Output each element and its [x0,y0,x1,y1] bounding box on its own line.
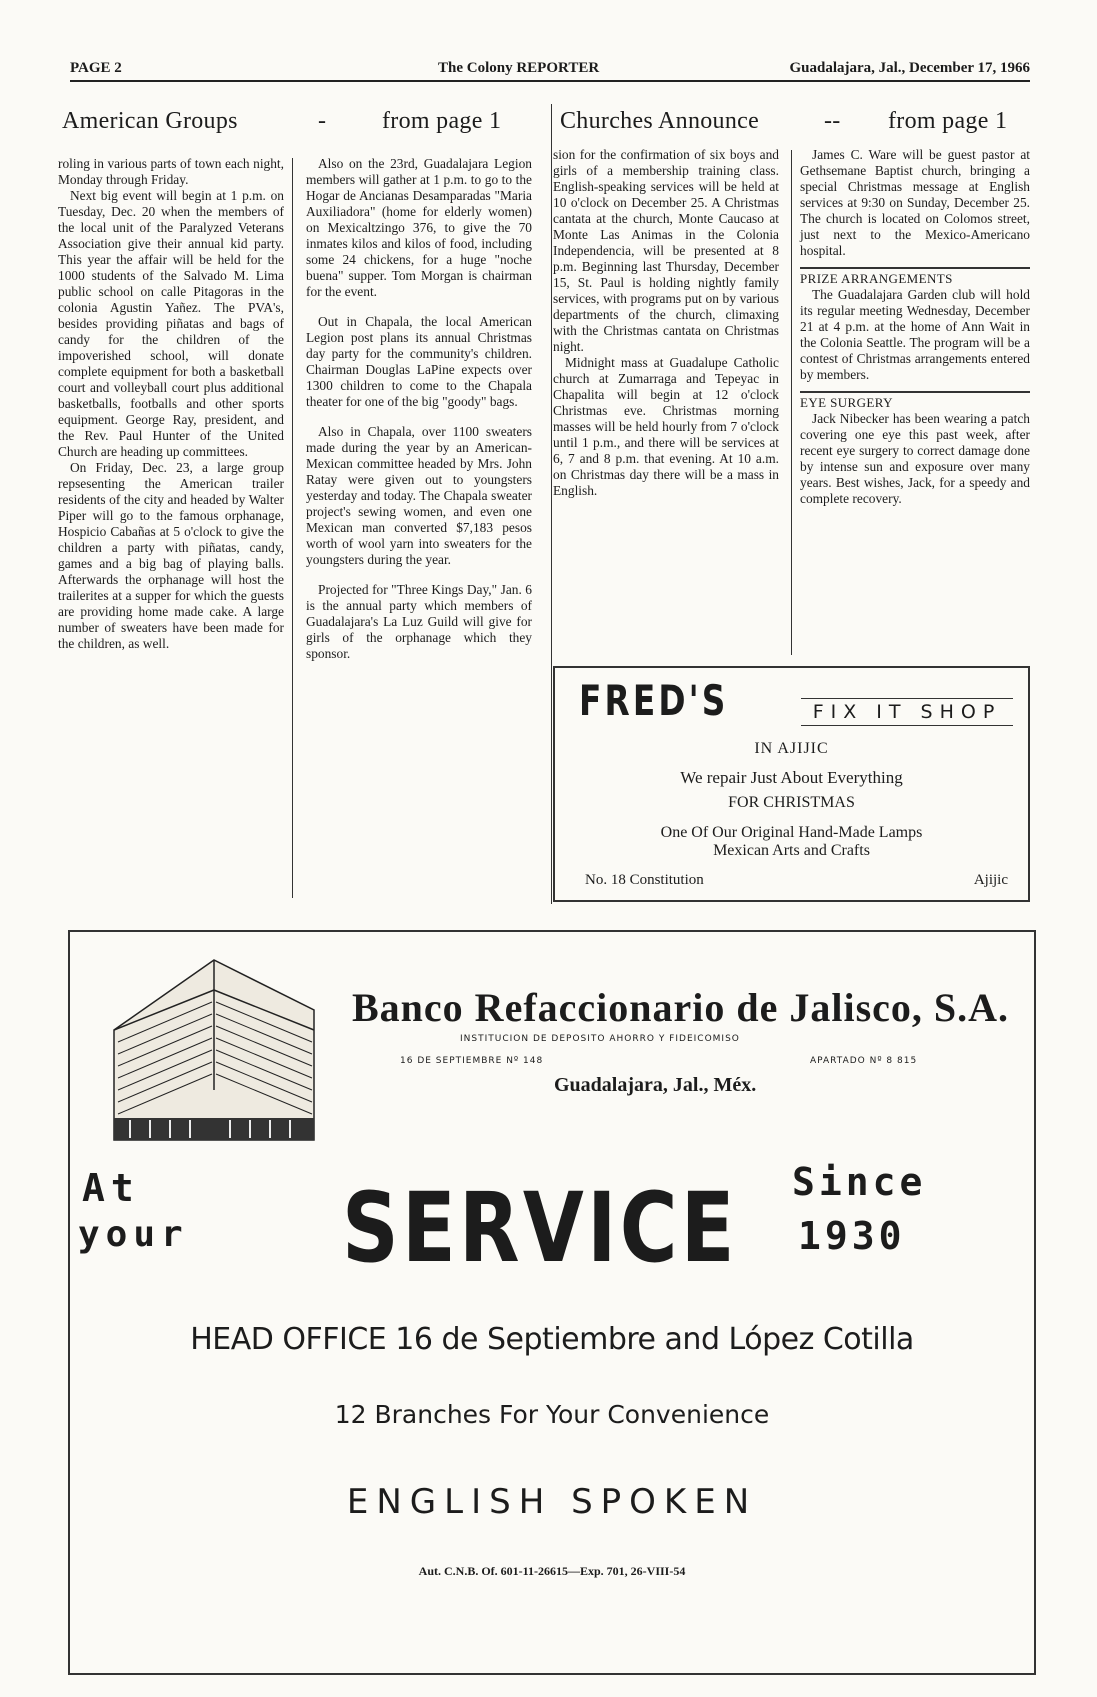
bank-city: Guadalajara, Jal., Méx. [554,1074,757,1096]
freds-brand: FRED'S [579,676,729,725]
bank-tagline: INSTITUCION DE DEPOSITO AHORRO Y FIDEICOMISO [460,1034,740,1044]
english-spoken: ENGLISH SPOKEN [346,1482,758,1522]
service-headline: SERVICE [342,1172,738,1284]
freds-line-1: We repair Just About Everything [680,768,903,787]
freds-address: No. 18 Constitution [585,872,704,888]
page-number: PAGE 2 [70,60,122,76]
newspaper-name: The Colony REPORTER [438,60,600,76]
column-divider [292,158,293,898]
paragraph: Next big event will begin at 1 p.m. on Tuesday, Dec. 20 when the members of the local unit of the Paralyzed Veterans Association give their annual kid party. This year the affair will be held for the 1000 students of the Salvado M. Lima public school on calle Pitagoras in the colonia Agustin Yañez. The PVA's, besides providing piñatas and bags of candy for the children of the impoverished school, will donate complete equipment for both a basketball court and volleyball court plus additional basketballs, footballs and other sports equipment. George Ray, president, and the Rev. Paul Hunter of the United Church are heading up committees. [58,188,284,459]
subhead-prize: PRIZE ARRANGEMENTS [800,267,1030,287]
head-office: HEAD OFFICE 16 de Septiembre and López Cotilla [190,1322,914,1357]
masthead [70,58,1030,80]
column-divider [551,104,552,904]
since-label: Since [792,1160,927,1204]
subhead-eye-surgery: EYE SURGERY [800,391,1030,411]
headline-american-groups: American Groups [62,108,238,134]
your-label: your [78,1214,189,1255]
bank-ad [68,930,1036,1675]
freds-location: IN AJIJIC [754,740,829,757]
headline-dash: - [318,108,327,134]
freds-line-4: Mexican Arts and Crafts [713,842,870,859]
bank-name: Banco Refaccionario de Jalisco, S.A. [352,985,1010,1030]
headline-dash-2: -- [824,108,841,134]
column-4 [800,147,1030,507]
bank-building-illustration [94,950,334,1160]
since-year: 1930 [798,1214,906,1258]
authorization-note: Aut. C.N.B. Of. 601-11-26615—Exp. 701, 26-VIII-54 [418,1564,686,1578]
headline-continued-2: from page 1 [888,108,1008,134]
column-divider [791,150,792,655]
column-1 [58,156,284,652]
branches: 12 Branches For Your Convenience [334,1400,770,1429]
freds-ad [553,666,1030,902]
freds-town: Ajijic [973,872,1008,888]
paragraph: James C. Ware will be guest pastor at Gethsemane Baptist church, bringing a special Christmas message at English services at 9:30 on Sunday, December 25. The church is located on Colomos street, just next to the Mexico-Americano hospital. [800,147,1030,258]
freds-line-3: One Of Our Original Hand-Made Lamps [660,824,923,841]
paragraph: sion for the confirmation of six boys and girls of a membership training class. English-speaking services will be held at 10 o'clock on December 25. A Christmas cantata at the church, Monte Caucaso at Monte Las Animas in the Colonia Independencia, will be presented at 8 p.m. Beginning last Thursday, December 15, St. Paul is holding nightly family services, with programs put on by various departments of the church, climaxing with the Christmas cantata on Christmas night. [553,147,779,354]
masthead-rule [70,80,1030,82]
paragraph: On Friday, Dec. 23, a large group repsesenting the American trailer residents of the city and headed by Walter Piper will go to the famous orphanage, Hospicio Cabañas at 5 o'clock to give the children a party with piñatas, candy, games and a big bag of playing balls. Afterwards the orphanage will host the trailerites at a supper for which the guests are providing home made cake. A large number of sweaters have been made for the children, as well. [58,460,284,651]
column-3 [553,147,779,499]
bank-apartado: APARTADO Nº 8 815 [810,1056,918,1066]
at-label: At [82,1166,140,1210]
column-2 [306,156,532,662]
paragraph: Also in Chapala, over 1100 sweaters made during the year by an American-Mexican committee headed by Mrs. John Ratay were given out to youngsters yesterday and today. The Chapala sweater project's sewing women, and even one Mexican man converted $7,183 pesos worth of wool yarn into sweaters for the youngsters during the year. [306,424,532,567]
paragraph: roling in various parts of town each night, Monday through Friday. [58,156,284,187]
paragraph: The Guadalajara Garden club will hold its regular meeting Wednesday, December 21 at 4 p.m. at the home of Ann Wait in the Colonia Seattle. The program will be a contest of Christmas arrangements entered by members. [800,287,1030,382]
paragraph: Also on the 23rd, Guadalajara Legion members will gather at 1 p.m. to go to the Hogar de Ancianas Desamparadas "Maria Auxiliadora" (home for elderly women) on Mexicaltzingo 376, to give the 70 inmates kilos and kilos of food, including some 24 chickens, for a huge "noche buena" supper. Tom Morgan is chairman for the event. [306,156,532,299]
paragraph: Out in Chapala, the local American Legion post plans its annual Christmas day party for the community's children. Chairman Douglas LaPine expects over 1300 children to come to the Chapala theater for one of the big "goody" bags. [306,314,532,409]
headline-churches-announce: Churches Announce [560,108,760,134]
headline-continued: from page 1 [382,108,502,134]
paragraph: Jack Nibecker has been wearing a patch covering one eye this past week, after recent eye surgery to correct damage done by intense sun and exposure over many years. Best wishes, Jack, for a speedy and complete recovery. [800,411,1030,506]
fix-it-shop-label: FIX IT SHOP [801,698,1013,726]
freds-line-2: FOR CHRISTMAS [728,794,855,811]
bank-address: 16 DE SEPTIEMBRE Nº 148 [400,1056,544,1066]
paragraph: Projected for "Three Kings Day," Jan. 6 is the annual party which members of Guadalajara's La Luz Guild will give for girls of the orphanage which they sponsor. [306,582,532,661]
dateline: Guadalajara, Jal., December 17, 1966 [789,60,1030,76]
paragraph: Midnight mass at Guadalupe Catholic church at Zumarraga and Tepeyac in Chapalita will begin at 12 o'clock Christmas eve. Christmas morning masses will be held hourly from 7 o'clock until 1 p.m., and there will be services at 6, 7 and 8 p.m. that evening. At 10 a.m. on Christmas day there will be a mass in English. [553,355,779,498]
